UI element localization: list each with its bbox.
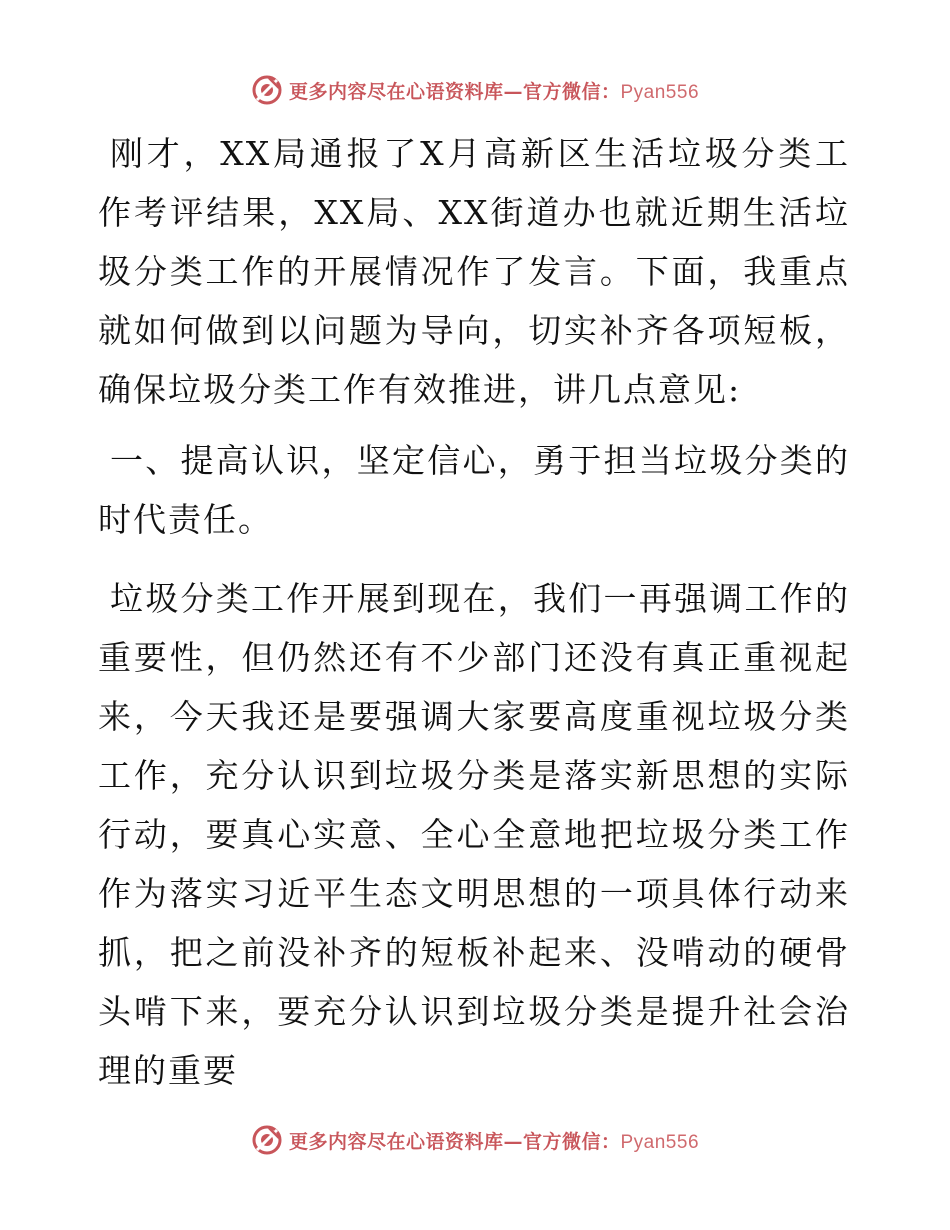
section-heading: 一、提高认识，坚定信心，勇于担当垃圾分类的时代责任。: [98, 441, 850, 539]
footer-watermark: [0, 1120, 950, 1160]
red-circular-logo-icon: [251, 1124, 283, 1156]
red-circular-logo-icon: [251, 74, 283, 106]
document-body: [98, 124, 850, 1100]
intro-paragraph: 刚才，XX局通报了X月高新区生活垃圾分类工作考评结果，XX局、XX街道办也就近期生活垃圾分类工作的开展情况作了发言。下面，我重点就如何做到以问题为导向，切实补齐各项短板，确保垃圾分类工作有效推进，讲几点意见:: [98, 134, 850, 409]
watermark-text: 更多内容尽在心语资料库—官方微信：Pyan556: [288, 80, 700, 103]
body-paragraph: 垃圾分类工作开展到现在，我们一再强调工作的重要性，但仍然还有不少部门还没有真正重视起来，今天我还是要强调大家要高度重视垃圾分类工作，充分认识到垃圾分类是落实新思想的实际行动，要真心实意、全心全意地把垃圾分类工作作为落实习近平生态文明思想的一项具体行动来抓，把之前没补齐的短板补起来、没啃动的硬骨头啃下来，要充分认识到垃圾分类是提升社会治理的重要: [98, 579, 850, 1090]
header-watermark: [0, 70, 950, 110]
watermark-text: 更多内容尽在心语资料库—官方微信：Pyan556: [288, 1130, 700, 1153]
